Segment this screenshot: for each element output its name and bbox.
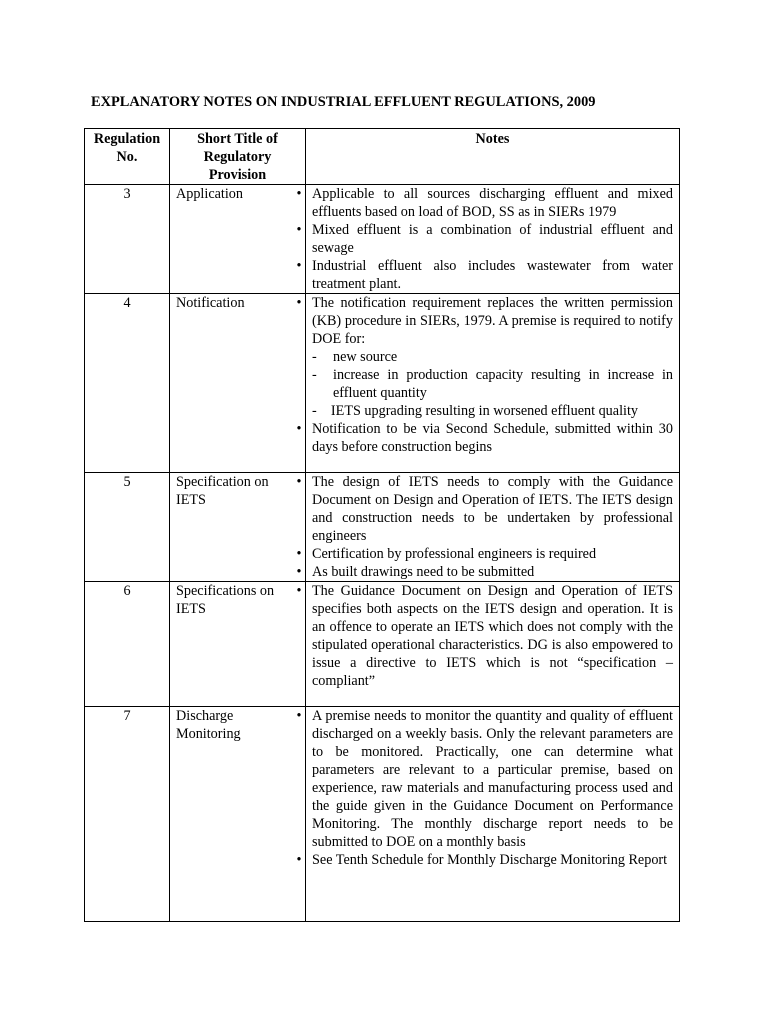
bullet-icon: •: [296, 421, 302, 437]
document-title: EXPLANATORY NOTES ON INDUSTRIAL EFFLUENT REGULATIONS, 2009: [91, 94, 596, 110]
short-title: Application: [170, 185, 306, 294]
bullet-icon: •: [296, 583, 302, 599]
table-row: [85, 473, 680, 582]
dash-marker: -: [312, 367, 317, 383]
note-text: The notification requirement replaces the written permission (KB) procedure in SIERs, 1979. A premise is required to notify DOE for:: [312, 295, 673, 347]
note-text: A premise needs to monitor the quantity and quality of effluent discharged on a weekly basis. Only the relevant parameters are to be monitored. Practically, one can determine what parameters are relevant to a particular premise, based on experience, raw materials and manufacturing process used and the guide given in the Guidance Document on Performance Monitoring. The monthly discharge report needs to be submitted to DOE on a monthly basis: [312, 708, 673, 850]
sub-list-item: [312, 366, 673, 402]
list-item: [296, 185, 673, 221]
regulations-table: [84, 128, 680, 922]
regulation-number: 5: [85, 473, 170, 582]
dash-marker: -: [312, 403, 317, 419]
bullet-icon: •: [296, 258, 302, 274]
list-item: [296, 473, 673, 545]
list-item: [296, 707, 673, 851]
regulation-number: 7: [85, 707, 170, 922]
table-row: [85, 185, 680, 294]
note-text: The design of IETS needs to comply with the Guidance Document on Design and Operation of IETS. The IETS design and construction needs to be undertaken by professional engineers: [312, 474, 673, 544]
bullet-icon: •: [296, 546, 302, 562]
table-header-row: [85, 129, 680, 185]
table-row: [85, 707, 680, 922]
bullet-icon: •: [296, 564, 302, 580]
notes-cell: [296, 294, 680, 473]
regulation-number: 3: [85, 185, 170, 294]
table-row: [85, 582, 680, 707]
short-title: Specifications on IETS: [170, 582, 306, 707]
dash-marker: -: [312, 349, 317, 365]
short-title: Discharge Monitoring: [170, 707, 306, 922]
list-item: [296, 851, 673, 869]
sub-item-text: increase in production capacity resulting in increase in effluent quantity: [333, 367, 673, 401]
note-text: The Guidance Document on Design and Operation of IETS specifies both aspects on the IETS design and operation. It is an offence to operate an IETS which does not comply with the stipulated operational characteristics. DG is also empowered to issue a directive to IETS which is not “specification – compliant”: [312, 583, 673, 689]
list-item: [296, 563, 673, 581]
note-text: Industrial effluent also includes wastewater from water treatment plant.: [312, 258, 673, 292]
bullet-icon: •: [296, 852, 302, 868]
note-text: See Tenth Schedule for Monthly Discharge Monitoring Report: [312, 852, 668, 868]
notes-cell: [296, 582, 680, 707]
note-text: Applicable to all sources discharging effluent and mixed effluents based on load of BOD, SS as in SIERs 1979: [312, 186, 673, 220]
short-title: Specification on IETS: [170, 473, 306, 582]
bullet-icon: •: [296, 222, 302, 238]
list-item: [296, 294, 673, 420]
bullet-icon: •: [296, 708, 302, 724]
sub-item-text: new source: [333, 349, 398, 365]
note-text: Notification to be via Second Schedule, submitted within 30 days before construction begins: [312, 421, 673, 455]
header-regulation-no: Regulation No.: [85, 129, 170, 185]
notes-cell: [296, 707, 680, 922]
note-text: Mixed effluent is a combination of industrial effluent and sewage: [312, 222, 673, 256]
regulation-number: 4: [85, 294, 170, 473]
header-notes: Notes: [306, 129, 680, 185]
sub-list-item: [312, 402, 673, 420]
short-title: Notification: [170, 294, 306, 473]
list-item: [296, 420, 673, 456]
sub-item-text: IETS upgrading resulting in worsened effluent quality: [330, 403, 638, 419]
bullet-icon: •: [296, 474, 302, 490]
list-item: [296, 582, 673, 690]
sub-list-item: [312, 348, 673, 366]
list-item: [296, 221, 673, 257]
bullet-icon: •: [296, 295, 302, 311]
notes-cell: [296, 185, 680, 294]
header-short-title: Short Title of Regulatory Provision: [170, 129, 306, 185]
list-item: [296, 257, 673, 293]
note-text: As built drawings need to be submitted: [312, 564, 535, 580]
regulation-number: 6: [85, 582, 170, 707]
bullet-icon: •: [296, 186, 302, 202]
notes-cell: [296, 473, 680, 582]
table-row: [85, 294, 680, 473]
list-item: [296, 545, 673, 563]
note-text: Certification by professional engineers is required: [312, 546, 597, 562]
